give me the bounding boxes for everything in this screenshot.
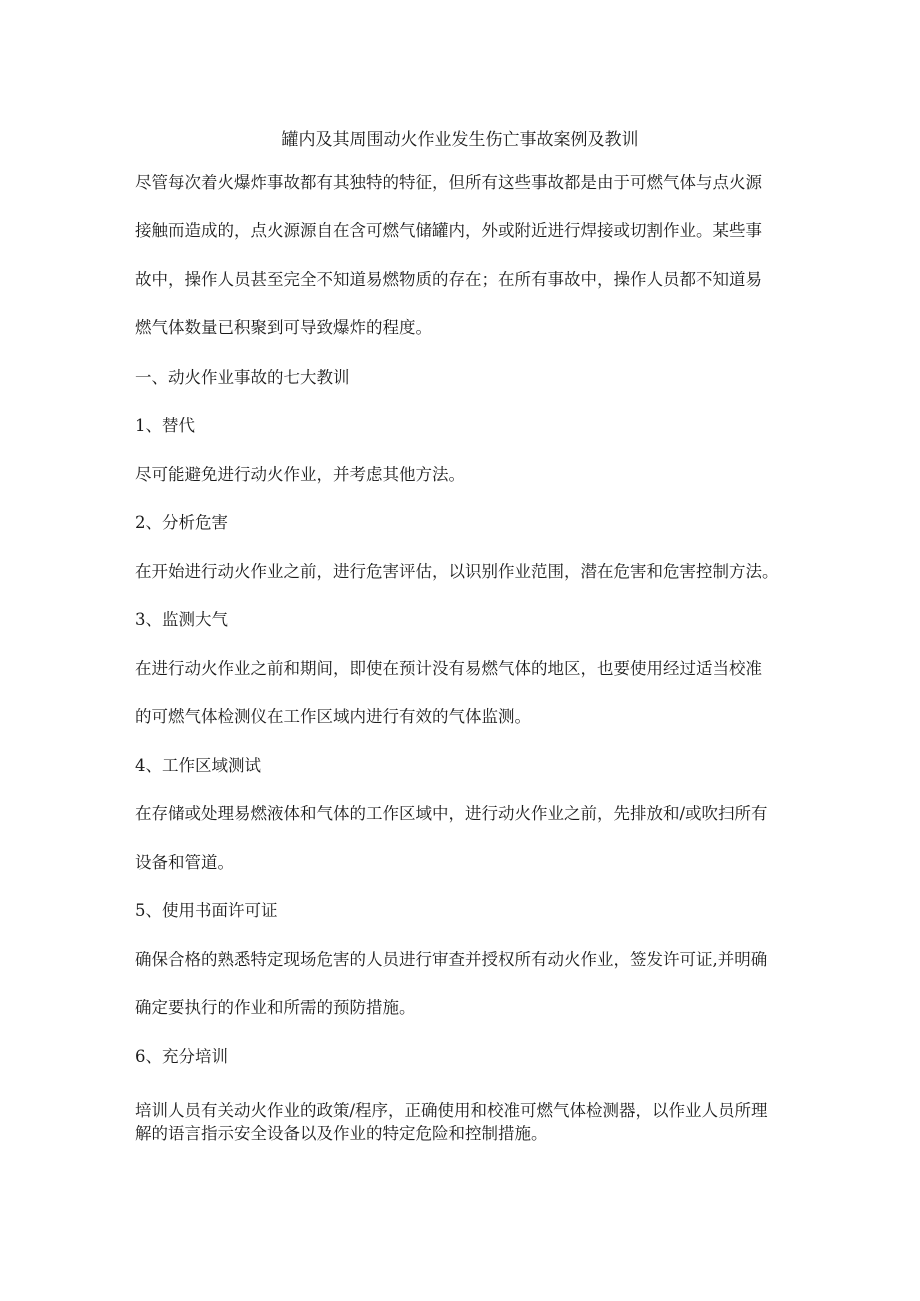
lesson-4-body-line-1: 在存储或处理易燃液体和气体的工作区域中，进行动火作业之前，先排放和/或吹扫所有 (135, 804, 768, 823)
lesson-2-body-line-1: 在开始进行动火作业之前，进行危害评估，以识别作业范围，潜在危害和危害控制方法。 (135, 562, 779, 581)
lesson-6-body-line-2: 解的语言指示安全设备以及作业的特定危险和控制措施。 (135, 1124, 548, 1143)
lesson-3-heading: 3、监测大气 (135, 610, 228, 629)
intro-line-2: 接触而造成的，点火源源自在含可燃气储罐内，外或附近进行焊接或切割作业。某些事 (135, 221, 762, 240)
lesson-5-heading: 5、使用书面许可证 (135, 901, 278, 920)
lesson-1-heading: 1、替代 (135, 416, 195, 435)
lesson-3-body-line-2: 的可燃气体检测仪在工作区域内进行有效的气体监测。 (135, 707, 531, 726)
lesson-4-body-line-2: 设备和管道。 (135, 853, 234, 872)
section-heading: 一、动火作业事故的七大教训 (135, 368, 350, 387)
lesson-5-body-line-1: 确保合格的熟悉特定现场危害的人员进行审查并授权所有动火作业，签发许可证,并明确 (135, 950, 768, 969)
intro-line-1: 尽管每次着火爆炸事故都有其独特的特征，但所有这些事故都是由于可燃气体与点火源 (135, 173, 762, 192)
intro-line-3: 故中，操作人员甚至完全不知道易燃物质的存在；在所有事故中，操作人员都不知道易 (135, 270, 762, 289)
intro-line-4: 燃气体数量已积聚到可导致爆炸的程度。 (135, 318, 432, 337)
lesson-4-heading: 4、工作区域测试 (135, 756, 261, 775)
lesson-1-body-line-1: 尽可能避免进行动火作业，并考虑其他方法。 (135, 465, 465, 484)
lesson-5-body-line-2: 确定要执行的作业和所需的预防措施。 (135, 998, 416, 1017)
document-title: 罐内及其周围动火作业发生伤亡事故案例及教训 (281, 130, 639, 150)
lesson-3-body-line-1: 在进行动火作业之前和期间，即使在预计没有易燃气体的地区，也要使用经过适当校准 (135, 659, 762, 678)
lesson-6-body-line-1: 培训人员有关动火作业的政策/程序，正确使用和校准可燃气体检测器，以作业人员所理 (135, 1101, 768, 1120)
lesson-2-heading: 2、分析危害 (135, 513, 228, 532)
lesson-6-heading: 6、充分培训 (135, 1047, 228, 1066)
